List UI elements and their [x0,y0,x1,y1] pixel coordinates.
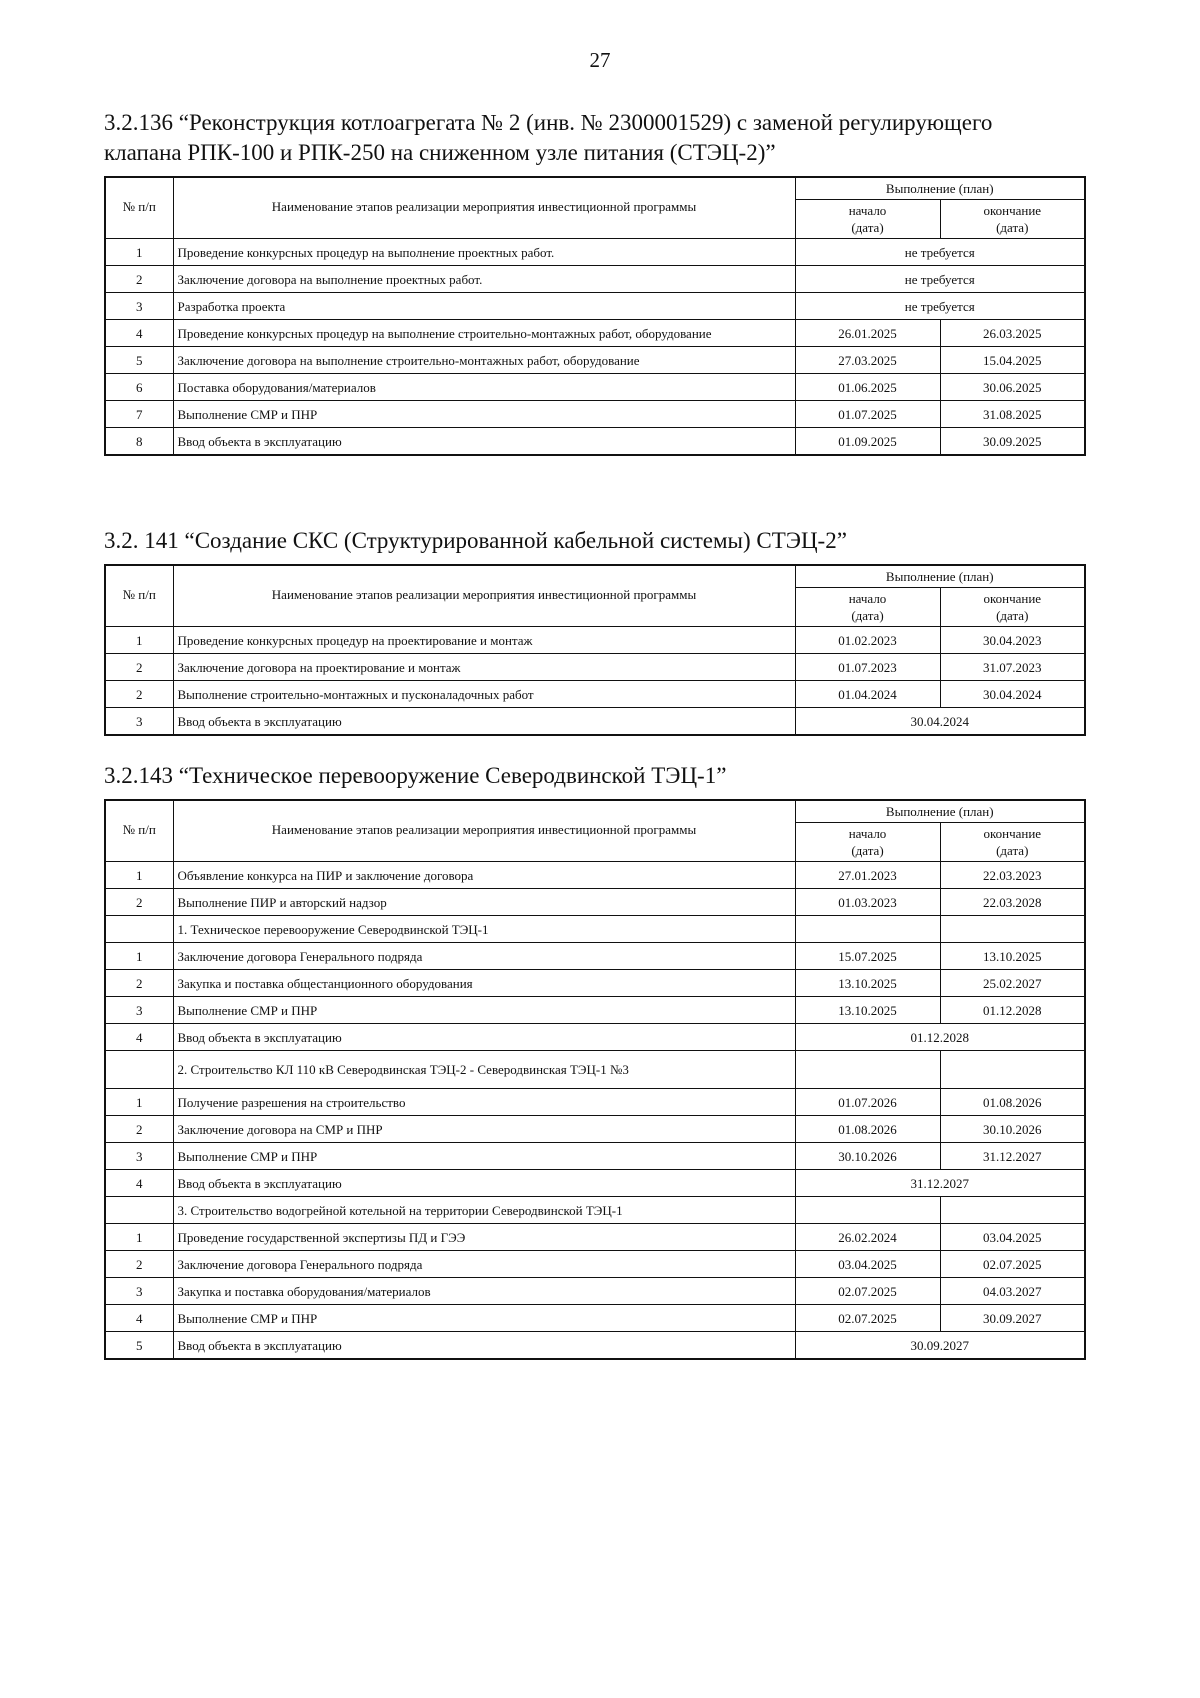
row-number: 3 [105,997,173,1024]
row-start-date: 03.04.2025 [795,1251,940,1278]
table-row [105,1251,1085,1278]
row-merged-value: 30.04.2024 [795,708,1085,736]
row-number: 3 [105,293,173,320]
table-row [105,1224,1085,1251]
row-stage-name: Заключение договора на проектирование и монтаж [173,654,795,681]
row-end-date: 04.03.2027 [940,1278,1085,1305]
row-end-date: 22.03.2023 [940,862,1085,889]
row-start-date: 15.07.2025 [795,943,940,970]
row-stage-name: Ввод объекта в эксплуатацию [173,708,795,736]
header-execution: Выполнение (план) [795,177,1085,200]
row-number: 5 [105,347,173,374]
row-stage-name: 1. Техническое перевооружение Северодвинской ТЭЦ-1 [173,916,795,943]
section-3-2-136 [104,108,1084,456]
row-stage-name: Ввод объекта в эксплуатацию [173,1332,795,1360]
header-end [940,823,1085,862]
row-start-date: 01.08.2026 [795,1116,940,1143]
table-row [105,889,1085,916]
section-title-line1: 3.2.136 “Реконструкция котлоагрегата № 2 (инв. № 2300001529) с заменой регулирующего [104,110,993,135]
table-row [105,293,1085,320]
row-end-date: 30.09.2027 [940,1305,1085,1332]
table-row [105,862,1085,889]
row-stage-name: Заключение договора Генерального подряда [173,1251,795,1278]
header-stage: Наименование этапов реализации мероприятия инвестиционной программы [173,800,795,862]
row-merged-value: не требуется [795,266,1085,293]
schedule-table [104,799,1086,1360]
section-title-line2: клапана РПК-100 и РПК-250 на сниженном узле питания (СТЭЦ-2)” [104,140,776,165]
row-stage-name: Поставка оборудования/материалов [173,374,795,401]
page-number: 27 [589,48,611,72]
row-number: 2 [105,266,173,293]
row-number: 3 [105,1278,173,1305]
row-number: 2 [105,970,173,997]
row-end-date [940,1197,1085,1224]
row-merged-value: не требуется [795,293,1085,320]
header-end-unit: (дата) [996,608,1029,623]
row-number: 2 [105,889,173,916]
row-end-date: 30.06.2025 [940,374,1085,401]
header-end-label: окончание [983,203,1042,218]
row-end-date: 30.10.2026 [940,1116,1085,1143]
section-title-line1: 3.2. 141 “Создание СКС (Структурированной кабельной системы) СТЭЦ-2” [104,528,847,553]
row-stage-name: Ввод объекта в эксплуатацию [173,428,795,456]
row-end-date: 13.10.2025 [940,943,1085,970]
row-start-date: 13.10.2025 [795,997,940,1024]
header-end-label: окончание [983,591,1042,606]
header-end-label: окончание [983,826,1042,841]
row-number: 3 [105,708,173,736]
row-stage-name: Проведение конкурсных процедур на проектирование и монтаж [173,627,795,654]
header-num: № п/п [105,800,173,862]
header-start-label: начало [848,826,887,841]
header-stage: Наименование этапов реализации мероприятия инвестиционной программы [173,177,795,239]
header-start [795,200,940,239]
row-start-date: 02.07.2025 [795,1305,940,1332]
table-row [105,347,1085,374]
row-number: 1 [105,627,173,654]
row-start-date [795,1051,940,1089]
row-number: 1 [105,1089,173,1116]
header-execution: Выполнение (план) [795,800,1085,823]
row-start-date: 26.02.2024 [795,1224,940,1251]
table-row [105,943,1085,970]
row-start-date [795,1197,940,1224]
row-stage-name: Выполнение СМР и ПНР [173,997,795,1024]
row-start-date: 01.07.2026 [795,1089,940,1116]
table-row [105,401,1085,428]
header-num: № п/п [105,177,173,239]
header-start-label: начало [848,203,887,218]
row-stage-name: Проведение конкурсных процедур на выполнение строительно-монтажных работ, оборудование [173,320,795,347]
row-end-date: 01.08.2026 [940,1089,1085,1116]
row-start-date: 01.06.2025 [795,374,940,401]
row-end-date: 30.04.2023 [940,627,1085,654]
header-num: № п/п [105,565,173,627]
group-row [105,1197,1085,1224]
table-row [105,428,1085,456]
row-stage-name: Выполнение СМР и ПНР [173,401,795,428]
row-end-date [940,916,1085,943]
row-number: 1 [105,1224,173,1251]
row-end-date: 31.12.2027 [940,1143,1085,1170]
row-number: 7 [105,401,173,428]
header-start [795,823,940,862]
row-stage-name: Заключение договора на выполнение строительно-монтажных работ, оборудование [173,347,795,374]
section-title [104,108,1084,168]
row-stage-name: 2. Строительство КЛ 110 кВ Северодвинская ТЭЦ-2 - Северодвинская ТЭЦ-1 №3 [173,1051,795,1089]
header-row [105,800,1085,823]
table-row [105,320,1085,347]
row-stage-name: Выполнение строительно-монтажных и пусконаладочных работ [173,681,795,708]
row-end-date: 30.09.2025 [940,428,1085,456]
table-row [105,1305,1085,1332]
row-end-date: 31.08.2025 [940,401,1085,428]
table-row [105,1143,1085,1170]
row-stage-name: Ввод объекта в эксплуатацию [173,1024,795,1051]
row-number [105,1197,173,1224]
row-number: 2 [105,654,173,681]
table-row [105,374,1085,401]
table-row [105,239,1085,266]
row-stage-name: Объявление конкурса на ПИР и заключение договора [173,862,795,889]
row-start-date: 01.02.2023 [795,627,940,654]
row-number: 4 [105,320,173,347]
table-row [105,1278,1085,1305]
row-number: 4 [105,1305,173,1332]
table-row [105,1332,1085,1360]
row-stage-name: Закупка и поставка оборудования/материалов [173,1278,795,1305]
row-start-date: 26.01.2025 [795,320,940,347]
table-row [105,266,1085,293]
row-end-date: 02.07.2025 [940,1251,1085,1278]
row-number: 5 [105,1332,173,1360]
row-end-date [940,1051,1085,1089]
row-start-date: 02.07.2025 [795,1278,940,1305]
section-title [104,526,1084,556]
row-stage-name: Заключение договора на СМР и ПНР [173,1116,795,1143]
row-start-date: 01.07.2023 [795,654,940,681]
header-start-unit: (дата) [851,608,884,623]
row-end-date: 01.12.2028 [940,997,1085,1024]
row-stage-name: Проведение конкурсных процедур на выполнение проектных работ. [173,239,795,266]
header-execution: Выполнение (план) [795,565,1085,588]
table-row [105,708,1085,736]
group-row [105,1051,1085,1089]
row-start-date: 27.03.2025 [795,347,940,374]
group-row [105,916,1085,943]
row-number: 2 [105,1116,173,1143]
schedule-table [104,564,1086,736]
section-title [104,761,1084,791]
row-end-date: 22.03.2028 [940,889,1085,916]
row-stage-name: Закупка и поставка общестанционного оборудования [173,970,795,997]
row-end-date: 15.04.2025 [940,347,1085,374]
row-number: 3 [105,1143,173,1170]
row-stage-name: 3. Строительство водогрейной котельной на территории Северодвинской ТЭЦ-1 [173,1197,795,1224]
row-stage-name: Получение разрешения на строительство [173,1089,795,1116]
table-row [105,681,1085,708]
header-row [105,565,1085,588]
row-start-date: 01.04.2024 [795,681,940,708]
row-number: 4 [105,1024,173,1051]
header-end [940,200,1085,239]
header-end-unit: (дата) [996,843,1029,858]
row-number [105,916,173,943]
row-start-date: 01.09.2025 [795,428,940,456]
table-row [105,970,1085,997]
row-end-date: 30.04.2024 [940,681,1085,708]
row-stage-name: Проведение государственной экспертизы ПД и ГЭЭ [173,1224,795,1251]
row-merged-value: не требуется [795,239,1085,266]
row-number: 1 [105,239,173,266]
row-end-date: 26.03.2025 [940,320,1085,347]
row-stage-name: Ввод объекта в эксплуатацию [173,1170,795,1197]
row-stage-name: Разработка проекта [173,293,795,320]
table-row [105,1089,1085,1116]
header-end-unit: (дата) [996,220,1029,235]
table-row [105,1024,1085,1051]
row-merged-value: 30.09.2027 [795,1332,1085,1360]
row-end-date: 03.04.2025 [940,1224,1085,1251]
row-start-date: 01.03.2023 [795,889,940,916]
row-start-date [795,916,940,943]
row-stage-name: Заключение договора Генерального подряда [173,943,795,970]
row-end-date: 31.07.2023 [940,654,1085,681]
table-row [105,654,1085,681]
table-row [105,1116,1085,1143]
row-merged-value: 01.12.2028 [795,1024,1085,1051]
row-number: 8 [105,428,173,456]
row-stage-name: Заключение договора на выполнение проектных работ. [173,266,795,293]
header-end [940,588,1085,627]
section-3-2-141 [104,526,1084,736]
table-row [105,1170,1085,1197]
row-start-date: 13.10.2025 [795,970,940,997]
row-number [105,1051,173,1089]
row-number: 2 [105,681,173,708]
row-stage-name: Выполнение СМР и ПНР [173,1143,795,1170]
row-merged-value: 31.12.2027 [795,1170,1085,1197]
row-number: 1 [105,862,173,889]
row-number: 2 [105,1251,173,1278]
row-end-date: 25.02.2027 [940,970,1085,997]
row-stage-name: Выполнение СМР и ПНР [173,1305,795,1332]
header-start [795,588,940,627]
header-start-label: начало [848,591,887,606]
table-row [105,627,1085,654]
row-number: 1 [105,943,173,970]
row-start-date: 30.10.2026 [795,1143,940,1170]
section-3-2-143 [104,761,1084,1360]
header-stage: Наименование этапов реализации мероприятия инвестиционной программы [173,565,795,627]
header-start-unit: (дата) [851,220,884,235]
section-title-line1: 3.2.143 “Техническое перевооружение Северодвинской ТЭЦ-1” [104,763,727,788]
schedule-table [104,176,1086,456]
table-row [105,997,1085,1024]
row-start-date: 01.07.2025 [795,401,940,428]
row-start-date: 27.01.2023 [795,862,940,889]
header-start-unit: (дата) [851,843,884,858]
header-row [105,177,1085,200]
row-number: 6 [105,374,173,401]
row-number: 4 [105,1170,173,1197]
row-stage-name: Выполнение ПИР и авторский надзор [173,889,795,916]
